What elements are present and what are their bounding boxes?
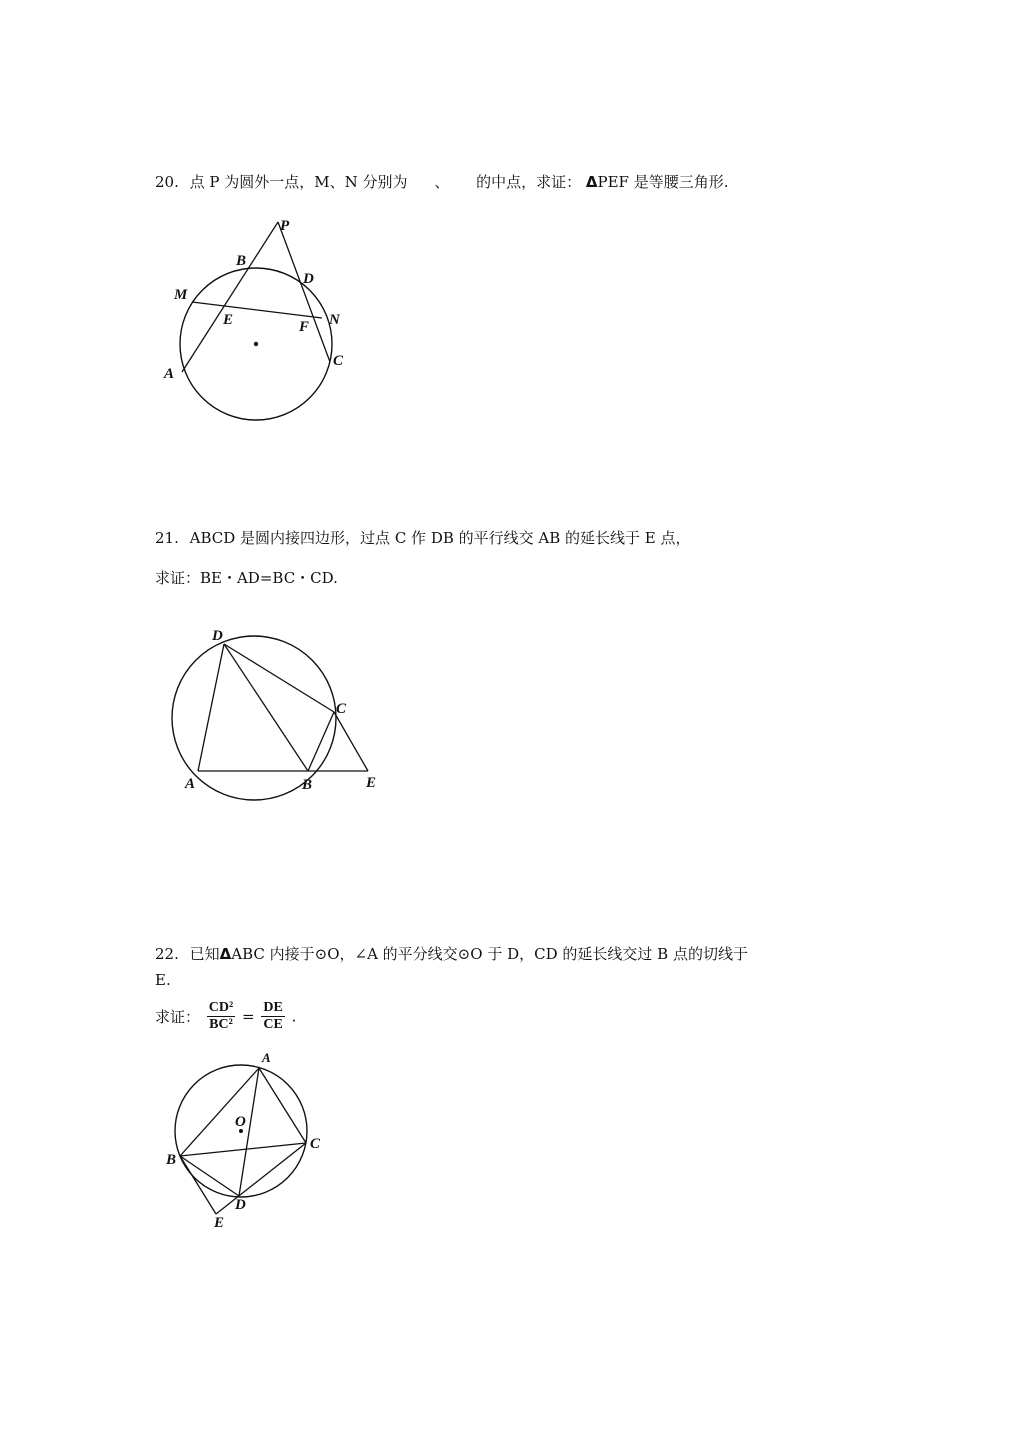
- label-b: B: [236, 253, 247, 269]
- label-f: F: [299, 319, 310, 335]
- line-bc: [308, 712, 334, 771]
- problem-22-statement: [155, 944, 748, 964]
- label-p: P: [280, 218, 290, 234]
- problem-text: 点 P 为圆外一点，M、N 分别为: [189, 173, 408, 191]
- line-mn: [192, 302, 322, 318]
- problem-number: 21.: [155, 529, 179, 547]
- denominator: BC²: [209, 1017, 233, 1032]
- label-c: C: [336, 701, 347, 717]
- label-e: E: [214, 1215, 225, 1231]
- line-be: [180, 1156, 216, 1214]
- line-bd: [180, 1156, 239, 1196]
- period: .: [291, 1007, 297, 1026]
- numerator: CD²: [208, 1000, 234, 1015]
- problem-text: 的中点，求证：: [476, 173, 582, 191]
- label-m: M: [174, 287, 188, 303]
- line-pc: [278, 222, 330, 362]
- label-d: D: [303, 271, 314, 287]
- line-dc: [224, 644, 334, 712]
- label-b: B: [166, 1152, 177, 1168]
- equals-sign: =: [242, 1007, 255, 1026]
- figure-22: [160, 1046, 340, 1236]
- separator: 、: [434, 173, 450, 191]
- label-d: D: [235, 1197, 246, 1213]
- line-ce: [334, 712, 368, 771]
- problem-text: PEF 是等腰三角形.: [597, 173, 729, 191]
- line-db: [224, 644, 308, 771]
- proof-label: 求证：: [155, 1008, 201, 1026]
- label-a: A: [262, 1050, 271, 1065]
- numerator: DE: [263, 1000, 283, 1015]
- label-b: B: [302, 777, 313, 793]
- problem-number: 20.: [155, 173, 179, 191]
- problem-22-proof: [155, 1000, 296, 1033]
- label-c: C: [333, 353, 344, 369]
- denominator: CE: [263, 1017, 283, 1032]
- problem-21-statement: [155, 528, 691, 548]
- problem-text: ABCD 是圆内接四边形，过点 C 作 DB 的平行线交 AB 的延长线于 E 点，: [189, 529, 691, 547]
- circle-outline: [172, 636, 336, 800]
- label-a: A: [185, 776, 196, 792]
- figure-21: [168, 622, 388, 802]
- problem-text: 已知: [189, 945, 220, 963]
- problem-22-statement-cont: [155, 970, 171, 990]
- label-a: A: [164, 366, 175, 382]
- line-bc: [180, 1143, 306, 1156]
- label-e: E: [366, 775, 377, 791]
- triangle-symbol: Δ: [585, 173, 598, 191]
- triangle-symbol: Δ: [219, 945, 232, 963]
- problem-text: E.: [155, 971, 171, 989]
- problem-21-proof: [155, 568, 338, 588]
- label-o: O: [235, 1114, 246, 1130]
- label-c: C: [310, 1136, 321, 1152]
- label-e: E: [223, 312, 234, 328]
- line-da: [198, 644, 224, 771]
- problem-20-statement: [155, 172, 729, 192]
- problem-number: 22.: [155, 945, 179, 963]
- problem-text: ABC 内接于⊙O，∠A 的平分线交⊙O 于 D，CD 的延长线交过 B 点的切线于: [231, 945, 748, 963]
- label-n: N: [329, 312, 340, 328]
- fraction-de-ce: [261, 1000, 284, 1033]
- center-dot: [254, 342, 258, 346]
- proof-text: 求证：BE・AD=BC・CD.: [155, 569, 338, 587]
- figure-20: [160, 210, 360, 430]
- fraction-cd-bc: [207, 1000, 235, 1033]
- label-d: D: [212, 628, 223, 644]
- line-ce: [216, 1143, 306, 1214]
